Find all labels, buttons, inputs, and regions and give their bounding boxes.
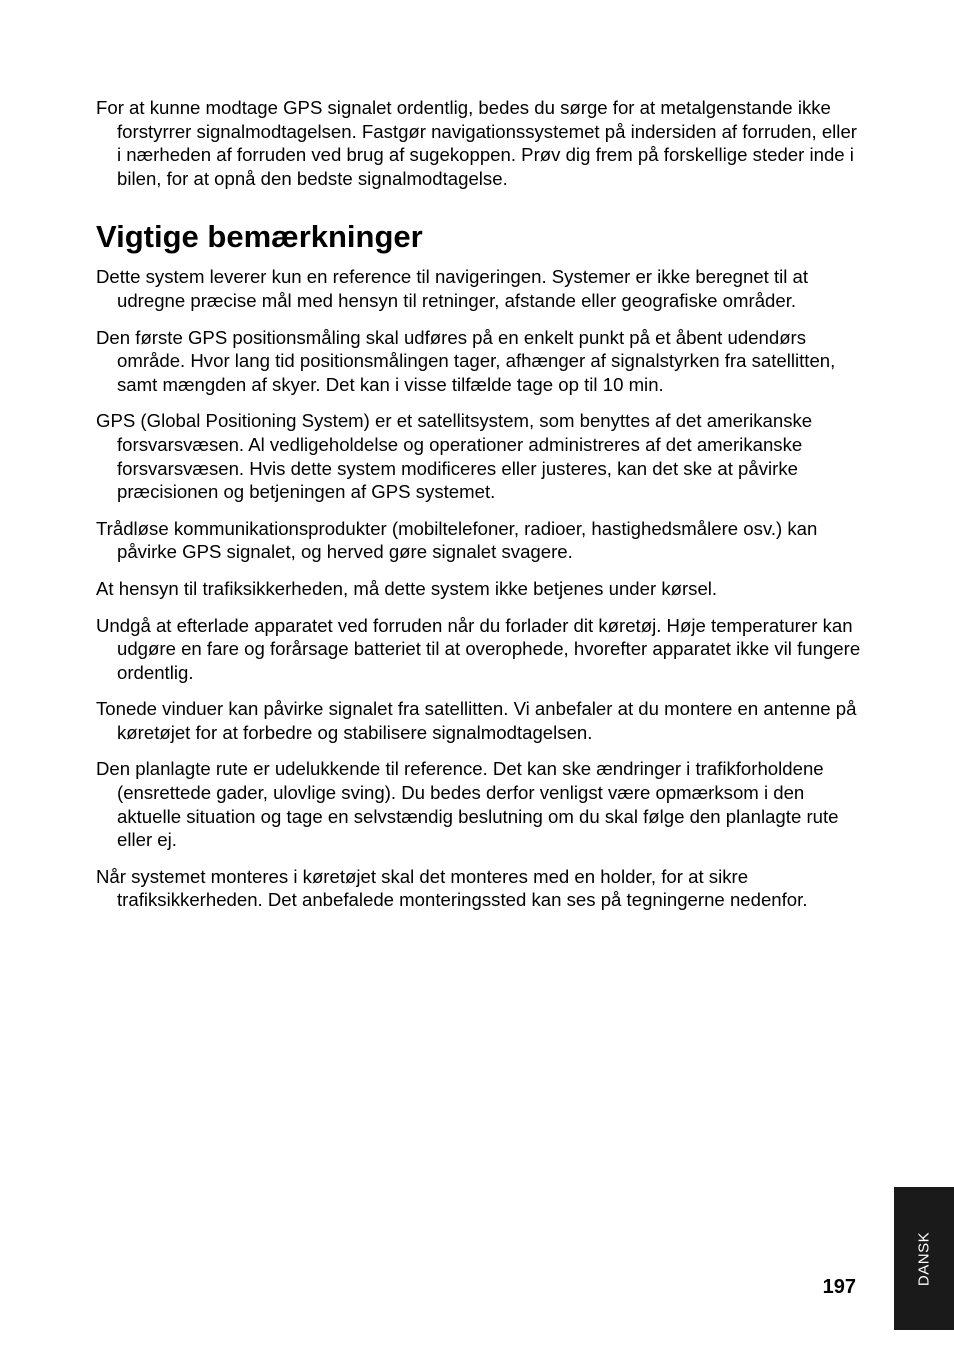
- note-paragraph: Tonede vinduer kan påvirke signalet fra satellitten. Vi anbefaler at du montere en antenne på køretøjet for at forbedre og stabilisere signalmodtagelsen.: [96, 698, 857, 743]
- note-paragraph: Undgå at efterlade apparatet ved forruden når du forlader dit køretøj. Høje temperaturer kan udgøre en fare og forårsage batteriet til at overophede, hvorefter apparatet ikke vil fungere ordentlig.: [96, 614, 861, 683]
- language-tab-label: DANSK: [915, 1231, 933, 1286]
- intro-paragraph: For at kunne modtage GPS signalet ordentlig, bedes du sørge for at metalgenstande ikke forstyrrer signalmodtagelsen. Fastgør navigationssystemet på indersiden af forruden, eller i nærheden af forruden ved brug af sugekoppen. Prøv dig frem på forskellige steder inde i bilen, for at opnå den bedste signalmodtagelse.: [96, 97, 857, 189]
- note-paragraph: Trådløse kommunikationsprodukter (mobiltelefoner, radioer, hastighedsmålere osv.) kan påvirke GPS signalet, og herved gøre signalet svagere.: [96, 517, 818, 563]
- note-paragraph: Den første GPS positionsmåling skal udføres på en enkelt punkt på et åbent udendørs område. Hvor lang tid positionsmålingen tager, afhænger af signalstyrken fra satellitten, samt mængden af skyer. Det kan i visse tilfælde tage op til 10 min.: [96, 326, 836, 395]
- page-content: [96, 96, 862, 925]
- note-paragraph: At hensyn til trafiksikkerheden, må dette system ikke betjenes under kørsel.: [96, 577, 718, 599]
- note-paragraph: GPS (Global Positioning System) er et satellitsystem, som benyttes af det amerikanske forsvarsvæsen. Al vedligeholdelse og operationer administreres af det amerikanske forsvarsvæsen. Hvis dette system modificeres eller justeres, kan det ske at påvirke præcisionen og betjeningen af GPS systemet.: [96, 410, 813, 503]
- note-paragraph: Den planlagte rute er udelukkende til reference. Det kan ske ændringer i trafikforholdene (ensrettede gader, ulovlige sving). Du bedes derfor venligst være opmærksom i den aktuelle situation og tage en selvstændig beslutning om du skal følge den planlagte rute eller ej.: [96, 758, 839, 851]
- language-tab: [894, 1187, 954, 1330]
- section-title: Vigtige bemærkninger: [96, 219, 423, 255]
- note-paragraph: Når systemet monteres i køretøjet skal det monteres med en holder, for at sikre trafiksikkerheden. Det anbefalede monteringssted kan ses på tegningerne nedenfor.: [96, 865, 808, 911]
- note-paragraph: Dette system leverer kun en reference til navigeringen. Systemer er ikke beregnet til at udregne præcise mål med hensyn til retninger, afstande eller geografiske områder.: [96, 266, 809, 311]
- page-number: 197: [822, 1276, 856, 1298]
